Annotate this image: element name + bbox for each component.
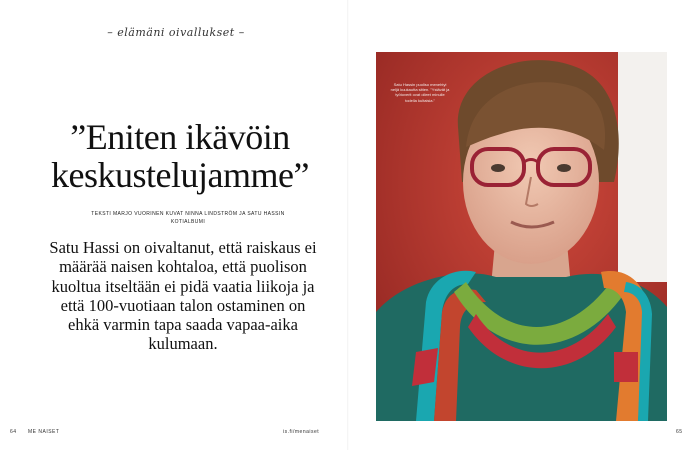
page-number-right: 65 — [676, 429, 683, 435]
magazine-name: ME NAISET — [28, 429, 60, 435]
section-kicker: – elämäni oivallukset – — [107, 26, 245, 39]
spread-gutter — [347, 0, 349, 450]
page-number-left: 64 — [10, 429, 17, 435]
article-credits: TEKSTI MARJO VUORINEN KUVAT NINNA LINDSTRÖM JA SATU HASSIN KOTIALBUMI — [91, 211, 285, 225]
article-headline: ”Eniten ikävöin keskustelujamme” — [51, 117, 309, 195]
portrait-photo — [376, 52, 667, 421]
portrait-illustration — [376, 52, 667, 421]
article-lead: Satu Hassi on oivaltanut, että raiskaus ei määrää naisen kohtaloa, että puolison kuoltua itseltään ei pidä vaatia liikoja ja että 100-vuotiaan talon ostaminen on ehkä varmin tapa saada vapaa-aika kulumaan. — [49, 238, 317, 354]
photo-caption: Satu Hassin puoliso menehtyi neljä kuukautta sitten. ”Ystävät ja työtoverit ovat olleet minulle todella kultaisia.” — [390, 82, 450, 103]
magazine-url: is.fi/menaiset — [283, 429, 320, 435]
